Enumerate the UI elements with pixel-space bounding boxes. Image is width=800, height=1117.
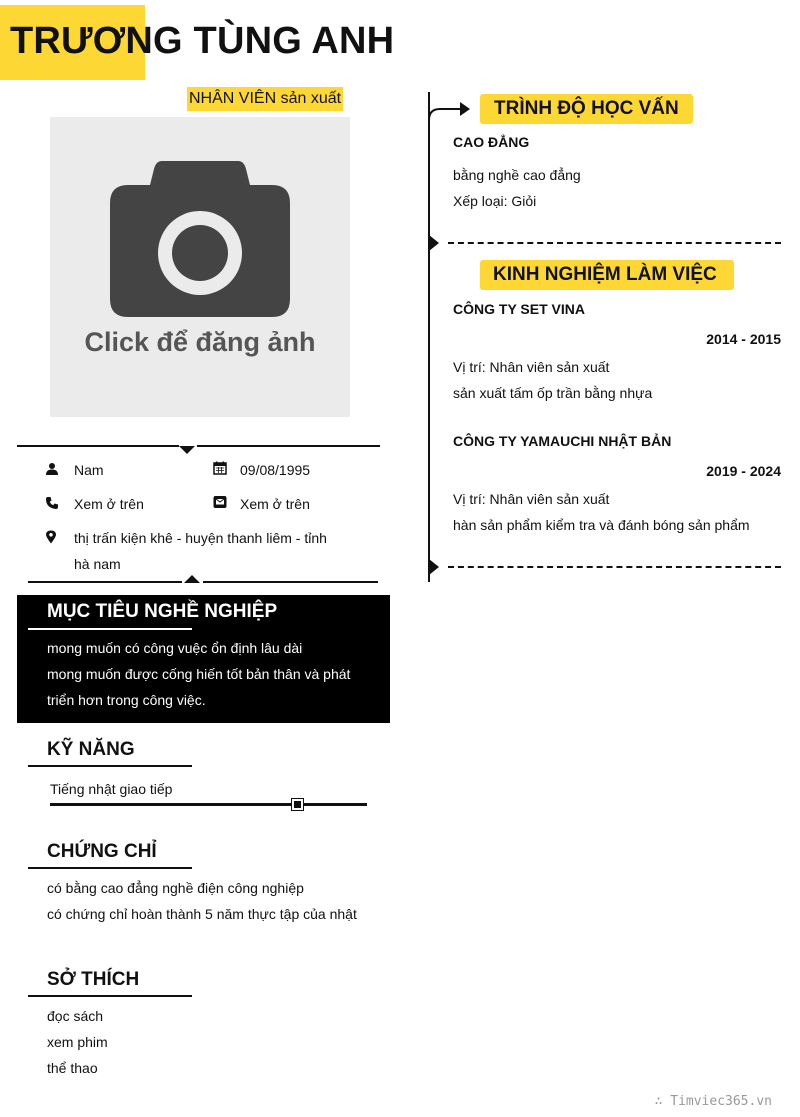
candidate-name[interactable]: TRƯƠNG TÙNG ANH (10, 20, 395, 62)
objective-line-2[interactable]: mong muốn được cống hiến tốt bản thân và phát (47, 666, 351, 682)
candidate-position[interactable]: NHÂN VIÊN sản xuất (187, 87, 343, 111)
job-description[interactable]: sản xuất tấm ốp trần bằng nhựa (453, 385, 653, 401)
experience-title[interactable]: KINH NGHIỆM LÀM VIỆC (493, 264, 717, 285)
experience-divider (448, 566, 781, 568)
hobby-line-1[interactable]: đọc sách (47, 1008, 104, 1024)
watermark: ∴ Timviec365.vn (654, 1094, 772, 1109)
address-line-2[interactable]: hà nam (74, 556, 121, 572)
birthday-value[interactable]: 09/08/1995 (240, 462, 311, 478)
job-description[interactable]: hàn sản phẩm kiểm tra và đánh bóng sản phẩm (453, 517, 750, 533)
skill-level-bar (50, 803, 367, 806)
address-line-1[interactable]: thị trấn kiện khê - huyện thanh liêm - tỉnh (74, 530, 327, 546)
info-top-line-right (197, 445, 380, 447)
hobby-line-3[interactable]: thể thao (47, 1060, 98, 1076)
certificate-line-2[interactable]: có chứng chỉ hoàn thành 5 năm thực tập của nhật (47, 906, 357, 922)
objective-title[interactable]: MỤC TIÊU NGHỀ NGHIỆP (47, 601, 278, 622)
gender-value[interactable]: Nam (74, 462, 104, 478)
skill-name[interactable]: Tiếng nhật giao tiếp (50, 781, 173, 797)
divider-marker (429, 559, 439, 575)
education-title[interactable]: TRÌNH ĐỘ HỌC VẤN (494, 98, 679, 119)
envelope-icon (213, 495, 227, 509)
hobbies-title-underline (28, 995, 192, 997)
hobbies-title[interactable]: SỞ THÍCH (47, 969, 140, 990)
job-period[interactable]: 2019 - 2024 (706, 463, 781, 479)
info-bottom-arrow (184, 575, 200, 583)
camera-icon (110, 161, 290, 317)
job-period[interactable]: 2014 - 2015 (706, 331, 781, 347)
job-company[interactable]: CÔNG TY SET VINA (453, 301, 585, 317)
education-divider (448, 242, 781, 244)
education-school[interactable]: CAO ĐẲNG (453, 134, 530, 150)
objective-line-3[interactable]: triển hơn trong công việc. (47, 692, 206, 708)
certificates-title-underline (28, 867, 192, 869)
certificate-line-1[interactable]: có bằng cao đẳng nghề điện công nghiệp (47, 880, 304, 896)
info-top-line-left (17, 445, 179, 447)
email-value[interactable]: Xem ở trên (240, 496, 310, 512)
objective-title-underline (28, 628, 192, 630)
job-company[interactable]: CÔNG TY YAMAUCHI NHẬT BẢN (453, 433, 672, 449)
education-rank[interactable]: Xếp loại: Giỏi (453, 193, 537, 209)
calendar-icon (213, 461, 227, 475)
education-major[interactable]: bằng nghề cao đẳng (453, 167, 581, 183)
phone-value[interactable]: Xem ở trên (74, 496, 144, 512)
info-top-arrow (179, 446, 195, 454)
hobby-line-2[interactable]: xem phim (47, 1034, 108, 1050)
arrow-right-icon (428, 98, 472, 122)
skills-title-underline (28, 765, 192, 767)
phone-icon (45, 496, 59, 510)
skills-title[interactable]: KỸ NĂNG (47, 739, 135, 760)
photo-upload-label: Click để đăng ảnh (84, 327, 316, 357)
user-icon (45, 462, 59, 476)
map-marker-icon (44, 530, 58, 544)
timeline-line (428, 92, 430, 582)
divider-marker (429, 235, 439, 251)
job-role[interactable]: Vị trí: Nhân viên sản xuất (453, 359, 610, 375)
photo-upload[interactable] (50, 117, 350, 417)
skill-level-handle[interactable] (292, 799, 303, 810)
job-role[interactable]: Vị trí: Nhân viên sản xuất (453, 491, 610, 507)
objective-line-1[interactable]: mong muốn có công vuệc ổn định lâu dài (47, 640, 303, 656)
info-bottom-line-left (28, 581, 182, 583)
certificates-title[interactable]: CHỨNG CHỈ (47, 841, 157, 862)
info-bottom-line-right (203, 581, 378, 583)
